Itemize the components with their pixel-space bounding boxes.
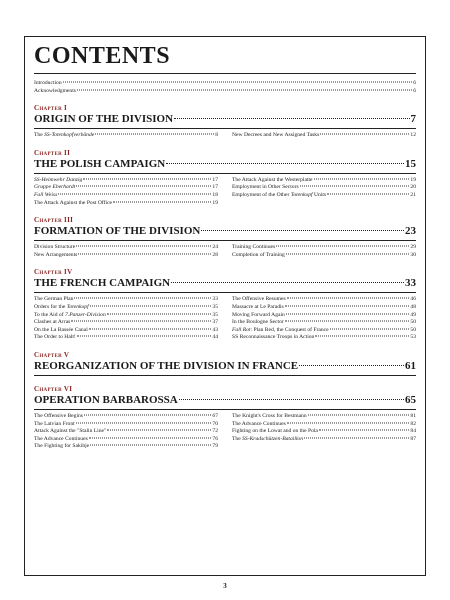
chapter-sections (34, 132, 416, 140)
section-entry[interactable] (232, 319, 416, 327)
section-entry[interactable] (34, 312, 218, 320)
section-entry[interactable] (232, 177, 416, 185)
chapter-title: OPERATION BARBAROSSA (34, 393, 178, 406)
entry-title: SS-Heimwehr Danzig (34, 176, 83, 183)
dot-leader (76, 186, 211, 187)
dot-leader (77, 89, 412, 90)
dot-leader (314, 178, 410, 179)
entry-page-number: 17 (212, 176, 218, 183)
dot-leader (95, 134, 214, 135)
front-matter-entry[interactable] (34, 80, 416, 88)
section-entry[interactable] (232, 312, 416, 320)
dot-leader (83, 178, 211, 179)
entry-page-number: 20 (410, 184, 416, 191)
entry-title: Fall Weiss (34, 191, 58, 198)
section-entry[interactable] (34, 200, 218, 208)
section-entry[interactable] (232, 413, 416, 421)
dot-leader (287, 298, 410, 299)
section-entry[interactable] (232, 421, 416, 429)
chapter-label: Chapter IV (34, 268, 73, 277)
front-matter-list (34, 80, 416, 95)
entry-title: To the Aid of 7.Panzer-Division (34, 311, 106, 318)
dot-leader (201, 230, 404, 231)
dot-leader (89, 328, 212, 329)
entry-title: Employment of the Other Totenkopf Units (232, 191, 327, 198)
entry-page-number: 35 (212, 311, 218, 318)
entry-title: Training Continues (232, 244, 276, 251)
sections-column-left (34, 132, 218, 140)
chapter-title: THE POLISH CAMPAIGN (34, 157, 166, 170)
chapter-block (34, 216, 416, 259)
entry-page-number: 33 (212, 296, 218, 303)
entry-page-number: 37 (212, 319, 218, 326)
dot-leader (304, 437, 409, 438)
entry-title: Attack Against the "Stalin Line" (34, 428, 107, 435)
section-entry[interactable] (34, 443, 218, 451)
chapter-title: ORIGIN OF THE DIVISION (34, 113, 174, 126)
dot-leader (330, 328, 410, 329)
chapter-title: REORGANIZATION OF THE DIVISION IN FRANCE (34, 359, 299, 372)
entry-title: The Advance Continues (34, 435, 88, 442)
dot-leader (299, 365, 404, 366)
entry-page-number: 19 (212, 199, 218, 206)
section-entry[interactable] (34, 244, 218, 252)
dot-leader (285, 321, 410, 322)
entry-page-number: 81 (410, 412, 416, 419)
section-entry[interactable] (34, 252, 218, 260)
dot-leader (171, 282, 404, 283)
dot-leader (74, 298, 211, 299)
entry-title: The SS-Kradschützen-Bataillon (232, 435, 304, 442)
chapter-page-number: 65 (405, 393, 416, 406)
chapter-block (34, 149, 416, 207)
chapter-label: Chapter I (34, 104, 68, 113)
dot-leader (319, 430, 409, 431)
dot-leader (166, 163, 404, 164)
chapter-block (34, 268, 416, 342)
section-entry[interactable] (232, 304, 416, 312)
chapter-label: Chapter III (34, 216, 74, 225)
entry-title: The Latvian Front (34, 420, 75, 427)
chapter-title-link[interactable] (34, 158, 416, 174)
dot-leader (107, 313, 212, 314)
chapter-page-number: 15 (405, 157, 416, 170)
entry-title: Orders for the Totenkopf (34, 303, 89, 310)
entry-title: The Advance Continues (232, 420, 286, 427)
chapter-title: THE FRENCH CAMPAIGN (34, 277, 171, 290)
entry-title: The Offensive Resumes (232, 296, 286, 303)
entry-page-number: 19 (410, 176, 416, 183)
sections-column-right (232, 132, 416, 140)
entry-title: Division Structure (34, 244, 76, 251)
dot-leader (58, 193, 211, 194)
entry-title: The German Plan (34, 296, 74, 303)
chapter-sections (34, 296, 416, 342)
section-entry[interactable] (232, 132, 416, 140)
chapter-label: Chapter V (34, 350, 70, 359)
chapters-list (34, 104, 416, 451)
chapter-label: Chapter II (34, 148, 71, 157)
entry-page-number: 30 (410, 251, 416, 258)
entry-title: Fall Rot: Plan Red, the Conquest of France (232, 326, 329, 333)
section-entry[interactable] (232, 327, 416, 335)
section-entry[interactable] (34, 319, 218, 327)
section-entry[interactable] (232, 192, 416, 200)
section-entry[interactable] (232, 334, 416, 342)
entry-title: The Attack Against the Post Office (34, 199, 113, 206)
entry-page-number: 67 (212, 412, 218, 419)
entry-page-number: 87 (410, 435, 416, 442)
dot-leader (63, 82, 413, 83)
section-entry[interactable] (34, 192, 218, 200)
dot-leader (308, 414, 410, 415)
chapter-title: FORMATION OF THE DIVISION (34, 225, 201, 238)
dot-leader (76, 246, 211, 247)
entry-title: Acknowledgments (34, 87, 76, 94)
entry-title: Fighting on the Lowat and on the Pola (232, 428, 318, 435)
contents-frame (24, 36, 426, 576)
entry-title: The Attack Against the Westerplatte (232, 176, 313, 183)
entry-page-number: 8 (215, 132, 218, 139)
chapter-block (34, 351, 416, 376)
entry-title: Employment in Other Sectors (232, 184, 299, 191)
entry-page-number: 84 (410, 428, 416, 435)
section-entry[interactable] (34, 421, 218, 429)
entry-title: The Fighting for Sakibje (34, 443, 90, 450)
sections-column-left (34, 413, 218, 451)
section-entry[interactable] (34, 327, 218, 335)
section-entry[interactable] (232, 244, 416, 252)
dot-leader (89, 437, 212, 438)
chapter-page-number: 33 (405, 277, 416, 290)
dot-leader (327, 193, 409, 194)
entry-page-number: 50 (410, 326, 416, 333)
dot-leader (276, 246, 409, 247)
dot-leader (113, 201, 211, 202)
chapter-title-link[interactable] (34, 277, 416, 293)
dot-leader (77, 336, 212, 337)
entry-title: New Decrees and New Assigned Tasks (232, 132, 320, 139)
sections-column-right (232, 296, 416, 342)
sections-column-right (232, 244, 416, 259)
dot-leader (78, 253, 211, 254)
entry-title: The Knight's Cross for Bestmann (232, 412, 307, 419)
entry-title: Clashes at Arras (34, 319, 71, 326)
entry-page-number: 79 (212, 443, 218, 450)
entry-page-number: 44 (212, 334, 218, 341)
entry-title: The SS-Totenkopfverbände (34, 132, 95, 139)
sections-column-left (34, 177, 218, 207)
dot-leader (71, 321, 211, 322)
dot-leader (286, 313, 410, 314)
section-entry[interactable] (34, 132, 218, 140)
section-entry[interactable] (34, 296, 218, 304)
entry-page-number: 46 (410, 296, 416, 303)
chapter-sections (34, 177, 416, 207)
sections-column-left (34, 296, 218, 342)
chapter-title-link[interactable] (34, 394, 416, 410)
entry-page-number: 48 (410, 303, 416, 310)
dot-leader (76, 422, 212, 423)
dot-leader (107, 430, 211, 431)
dot-leader (286, 253, 410, 254)
entry-page-number: 76 (212, 435, 218, 442)
page-title: CONTENTS (34, 41, 416, 74)
section-entry[interactable] (232, 436, 416, 444)
entry-title: In the Boulogne Sector (232, 319, 284, 326)
entry-page-number: 70 (212, 420, 218, 427)
section-entry[interactable] (34, 413, 218, 421)
front-matter-entry[interactable] (34, 88, 416, 96)
page-number: 3 (223, 582, 227, 590)
section-entry[interactable] (232, 184, 416, 192)
sections-column-right (232, 177, 416, 207)
section-entry[interactable] (34, 184, 218, 192)
entry-title: Completion of Training (232, 251, 285, 258)
sections-column-right (232, 413, 416, 451)
entry-title: The Order to Halt! (34, 334, 76, 341)
entry-title: Massacre at Le Paradis (232, 303, 284, 310)
chapter-block (34, 104, 416, 140)
dot-leader (90, 445, 211, 446)
entry-page-number: 17 (212, 184, 218, 191)
entry-page-number: 72 (212, 428, 218, 435)
entry-page-number: 28 (212, 251, 218, 258)
entry-page-number: 43 (212, 326, 218, 333)
entry-title: SS Reconnaissance Troops in Action (232, 334, 315, 341)
chapter-title-link[interactable] (34, 113, 416, 129)
entry-page-number: 6 (413, 80, 416, 86)
contents-body (34, 41, 416, 451)
chapter-page-number: 7 (410, 113, 416, 126)
chapter-page-number: 61 (405, 359, 416, 372)
chapter-block (34, 385, 416, 451)
section-entry[interactable] (34, 428, 218, 436)
dot-leader (285, 305, 410, 306)
dot-leader (300, 186, 410, 187)
entry-page-number: 53 (410, 334, 416, 341)
entry-title: Gruppe Eberhardt (34, 184, 76, 191)
section-entry[interactable] (34, 334, 218, 342)
section-entry[interactable] (34, 177, 218, 185)
entry-page-number: 6 (413, 87, 416, 94)
entry-title: On the La Bassée Canal (34, 326, 88, 333)
entry-page-number: 35 (212, 303, 218, 310)
entry-page-number: 24 (212, 244, 218, 251)
dot-leader (287, 422, 410, 423)
section-entry[interactable] (232, 296, 416, 304)
entry-page-number: 21 (410, 191, 416, 198)
entry-page-number: 29 (410, 244, 416, 251)
entry-title: Moving Forward Again (232, 311, 285, 318)
chapter-page-number: 23 (405, 225, 416, 238)
chapter-sections (34, 413, 416, 451)
sections-column-left (34, 244, 218, 259)
chapter-sections (34, 244, 416, 259)
entry-page-number: 49 (410, 311, 416, 318)
entry-page-number: 12 (410, 132, 416, 139)
entry-title: New Arrangements (34, 251, 78, 258)
entry-title: Introduction (34, 80, 62, 86)
dot-leader (174, 118, 409, 119)
entry-page-number: 82 (410, 420, 416, 427)
section-entry[interactable] (34, 304, 218, 312)
dot-leader (320, 134, 409, 135)
chapter-title-link[interactable] (34, 360, 416, 376)
chapter-title-link[interactable] (34, 225, 416, 241)
chapter-label: Chapter VI (34, 384, 73, 393)
section-entry[interactable] (232, 428, 416, 436)
dot-leader (90, 305, 212, 306)
dot-leader (179, 399, 404, 400)
entry-page-number: 18 (212, 191, 218, 198)
dot-leader (84, 414, 211, 415)
entry-title: The Offensive Begins (34, 412, 83, 419)
entry-page-number: 50 (410, 319, 416, 326)
section-entry[interactable] (232, 252, 416, 260)
dot-leader (315, 336, 409, 337)
